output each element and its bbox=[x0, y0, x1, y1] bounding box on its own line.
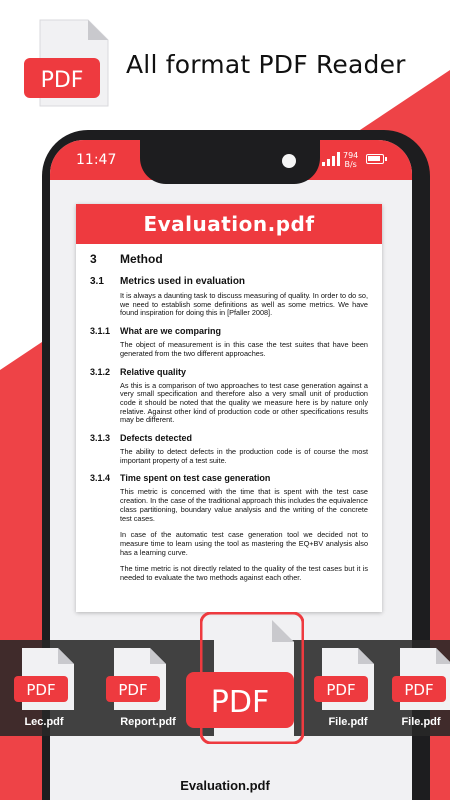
pdf-app-icon bbox=[22, 18, 110, 110]
speed-unit: B/s bbox=[344, 160, 357, 169]
app-icon-label: PDF bbox=[40, 68, 84, 93]
file-icon-lec[interactable] bbox=[12, 648, 76, 710]
file-label[interactable]: File.pdf bbox=[401, 716, 441, 728]
file-label[interactable]: Lec.pdf bbox=[24, 716, 64, 728]
section-heading: 3 Method bbox=[90, 252, 163, 266]
paragraph: The time metric is not directly related to the quality of the test cases but it is needed to evaluate the two methods against each other. bbox=[120, 564, 368, 583]
document-page[interactable] bbox=[76, 204, 382, 612]
paragraph: As this is a comparison of two approaches to test case generation against a very small specification and therefore also a very small unit of production code it should be noted that the quality we measure here is by nature only relative. Against other kind of production code or other specifications results may be different. bbox=[120, 380, 368, 425]
section-heading: 3.1.2 Relative quality bbox=[90, 366, 187, 377]
file-label[interactable]: File.pdf bbox=[328, 716, 368, 728]
section-heading: 3.1.3 Defects detected bbox=[90, 433, 193, 444]
section-heading: 3.1 Metrics used in evaluation bbox=[90, 276, 246, 287]
pdf-icon-label: PDF bbox=[210, 685, 270, 720]
paragraph: This metric is concerned with the time that is spent with the test case creation. In the case of the traditional approach this includes the equivalence class partitioning, boundary value analysis and the writing of the concrete test cases. bbox=[120, 487, 368, 523]
file-icon-file[interactable] bbox=[312, 648, 376, 710]
battery-icon bbox=[366, 154, 384, 164]
pdf-icon-label: PDF bbox=[404, 681, 434, 699]
document-title: Evaluation.pdf bbox=[76, 204, 382, 244]
camera-icon bbox=[282, 154, 296, 168]
signal-icon bbox=[322, 152, 340, 166]
pdf-badge bbox=[186, 672, 294, 728]
document-body bbox=[76, 244, 382, 583]
file-icon-report[interactable] bbox=[104, 648, 168, 710]
selected-file-name: Evaluation.pdf bbox=[180, 778, 270, 793]
paragraph: The object of measurement is in this case the test suites that have been generated from the two different approaches. bbox=[120, 340, 368, 358]
file-icon-file[interactable] bbox=[390, 648, 450, 710]
section-heading: 3.1.1 What are we comparing bbox=[90, 326, 222, 337]
pdf-icon-label: PDF bbox=[118, 681, 148, 699]
section-heading: 3.1.4 Time spent on test case generation bbox=[90, 473, 271, 484]
status-time: 11:47 bbox=[76, 152, 117, 168]
speed-value: 794 bbox=[343, 151, 359, 160]
paragraph: The ability to detect defects in the production code is of course the most important property of a test suite. bbox=[120, 447, 368, 465]
paragraph: In case of the automatic test case generation tool we decided not to measure time to learn using the tool as mastering the EQ+BV analysis also has a learning curve. bbox=[120, 530, 368, 557]
file-label[interactable]: Report.pdf bbox=[120, 716, 176, 728]
pdf-icon-label: PDF bbox=[326, 681, 356, 699]
paragraph: It is always a daunting task to discuss measuring of quality. In order to do so, we need to establish some definitions as well as some metrics. We have found inspiration for doing this in [Pfaller 2008]. bbox=[120, 291, 368, 318]
app-title: All format PDF Reader bbox=[126, 50, 406, 79]
network-speed bbox=[343, 151, 358, 169]
pdf-icon-label: PDF bbox=[26, 681, 56, 699]
